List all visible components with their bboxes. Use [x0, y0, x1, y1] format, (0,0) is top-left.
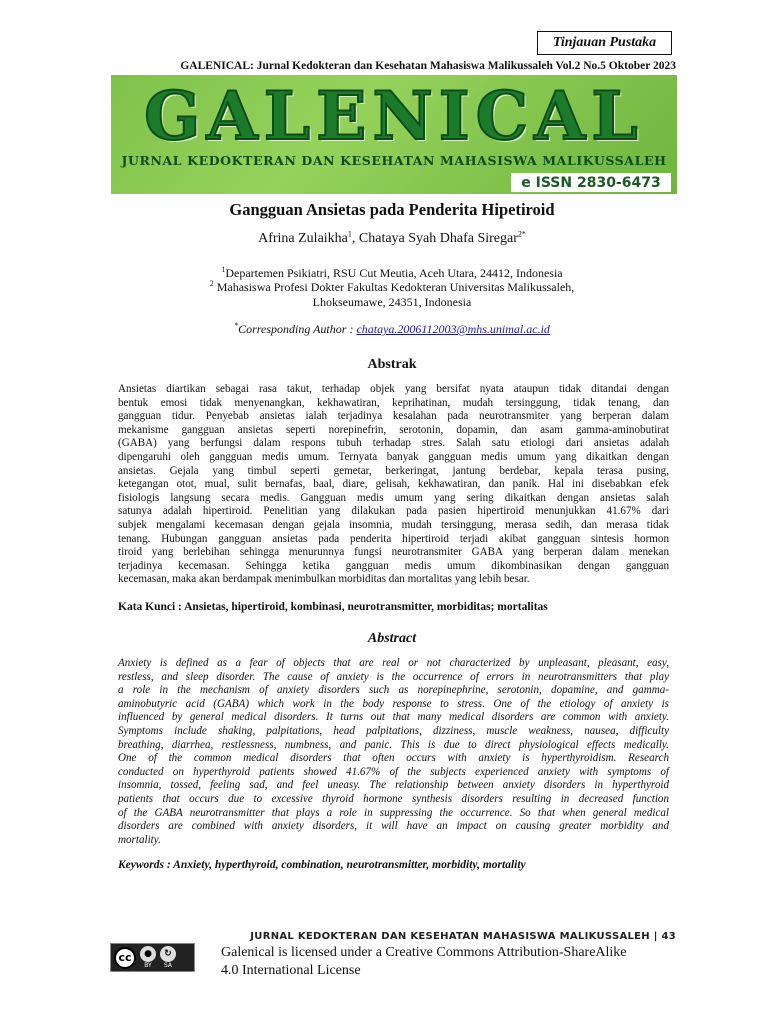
author-line	[0, 231, 768, 247]
paragraph-line: breathing, diarrhea, restlessness, numbness, and panic. This is due to direct physiological effects medically.	[118, 738, 669, 751]
paragraph-line: gangguan tidur. Penyebab ansietas ialah terjadinya kesalahan pada neurotransmiter yang berperan dalam	[118, 410, 669, 423]
person-icon: ●	[140, 946, 156, 962]
affiliation-2	[0, 280, 768, 295]
author-2-sup: 2*	[517, 229, 526, 239]
share-alike-icon: ↻	[160, 946, 176, 962]
issn-label: e ISSN 2830-6473	[511, 173, 671, 192]
journal-citation-line: GALENICAL: Jurnal Kedokteran dan Kesehatan Mahasiswa Malikussaleh Vol.2 No.5 Oktober 2023	[180, 60, 676, 72]
paragraph-line: influenced by general medical disorders. It turns out that many medical disorders are common with anxiety.	[118, 711, 669, 724]
corresponding-author	[0, 322, 768, 337]
license-text	[221, 944, 691, 980]
paragraph-line: a role in the mechanism of anxiety disorders such as norepinephrine, serotonin, dopamine, and gamma-	[118, 684, 669, 697]
paragraph-line: tenang. Hubungan gangguan ansietas pada penderita hipertiroid terjadi akibat gangguan sintesis hormon	[118, 532, 669, 545]
paragraph-line: of the GABA neurotransmitter that plays a role in suppressing the occurrence. So that when general medical	[118, 806, 669, 819]
affiliation-1-text: Departemen Psikiatri, RSU Cut Meutia, Aceh Utara, 24412, Indonesia	[225, 266, 563, 280]
affiliation-2-sup: 2	[209, 279, 214, 288]
by-label: BY	[144, 962, 152, 969]
paragraph-line: kecemasan, maka akan berdampak menimbulkan morbiditas dan mortalitas yang lebih besar.	[118, 573, 530, 586]
paragraph-line: conducted on hyperthyroid patients showed 41.67% of the subjects experienced anxiety with symptoms of	[118, 765, 669, 778]
author-separator: ,	[351, 231, 359, 246]
paragraph-line: fisiologis langsung secara medis. Gangguan medis umum yang sering dikaitkan dengan ansietas salah	[118, 491, 669, 504]
paragraph-line: (GABA) yang berfungsi dalam respons tubuh terhadap stres. Salah satu etiologi dari ansietas adalah	[118, 437, 669, 450]
abstract-heading: Abstract	[367, 631, 417, 646]
paragraph-line: mortality.	[118, 833, 161, 846]
paragraph-line: aminobutyric acid (GABA) which work in the body response to stress. One of the etiology of anxiety is	[118, 697, 669, 710]
sa-label: SA	[163, 962, 173, 969]
author-2: Chataya Syah Dhafa Siregar	[358, 231, 518, 246]
affiliation-2-city: Lhokseumawe, 24351, Indonesia	[312, 295, 472, 309]
paragraph-line: satunya adalah hipertiroid. Penelitian yang dilakukan pada pasien hipertiroid menunjukkan 41.67% dari	[118, 505, 669, 518]
paragraph-line: ansietas. Gejala yang timbul seperti gemetar, berkeringat, jantung berdebar, kepala terasa pusing,	[118, 464, 669, 477]
journal-banner	[111, 75, 677, 194]
paragraph-line: mekanisme gangguan ansietas seperti norepinefrin, serotonin, dopamin, dan asam gamma-aminobutirat	[118, 423, 669, 436]
paragraph-line: tiroid yang berlebihan sehingga menurunnya fungsi neurotransmiter GABA yang berperan dalam menekan	[118, 546, 669, 559]
corr-sup: *	[234, 321, 239, 330]
cc-icon: cc	[114, 947, 136, 969]
footer-journal-page: JURNAL KEDOKTERAN DAN KESEHATAN MAHASISWA MALIKUSSALEH | 43	[250, 931, 676, 942]
license-line-2: 4.0 International License	[221, 963, 361, 978]
banner-subtitle: JURNAL KEDOKTERAN DAN KESEHATAN MAHASISWA MALIKUSSALEH	[121, 153, 667, 168]
abstrak-body	[118, 383, 669, 587]
corr-email-link[interactable]: chataya.2006112003@mhs.unimal.ac.id	[356, 322, 550, 336]
by-group	[140, 946, 156, 969]
affiliation-2-text: Mahasiswa Profesi Dokter Fakultas Kedokteran Universitas Malikussaleh,	[213, 280, 575, 294]
affiliation-1	[0, 266, 768, 281]
paragraph-line: dipengaruhi oleh gangguan medis umum. Ternyata banyak gangguan medis umum yang dikaitkan dengan	[118, 450, 669, 463]
cc-license-badge[interactable]	[110, 943, 195, 972]
affiliation-1-sup: 1	[221, 265, 226, 274]
paragraph-line: Symptoms include shaking, palpitations, head palpitations, dizziness, muscle weakness, nausea, difficulty	[118, 724, 669, 737]
article-type-label: Tinjauan Pustaka	[537, 31, 672, 55]
paragraph-line: patients that occurs due to excessive thyroid hormone synthesis disorders resulting in decreased function	[118, 792, 669, 805]
paragraph-line: restless, and sleep disorder. The cause of anxiety is the occurrence of errors in neurotransmitters that play	[118, 670, 669, 683]
paragraph-line: Anxiety is defined as a fear of objects that are real or not characterized by unpleasant, pleasant, easy,	[118, 657, 669, 669]
paragraph-line: subjek mengalami kecemasan dengan gejala insomnia, mudah tersinggung, merasa sedih, dan merasa tidak	[118, 518, 669, 531]
paragraph-line: One of the common medical disorders that often occurs with anxiety is hyperthyroidism. Research	[118, 752, 669, 765]
article-title: Gangguan Ansietas pada Penderita Hipetiroid	[229, 200, 555, 219]
license-line-1: Galenical is licensed under a Creative Commons Attribution-ShareAlike	[221, 945, 627, 960]
paragraph-line: terjadinya kecemasan. Sehingga ketika gangguan medis umum dikombinasikan dengan gangguan	[118, 559, 669, 572]
kata-kunci: Kata Kunci : Ansietas, hipertiroid, kombinasi, neurotransmitter, morbiditas; mortalitas	[118, 601, 548, 613]
paragraph-line: ketegangan otot, mual, sulit bernafas, baal, diare, gelisah, kekhawatiran, dan panik. Hal ini disebabkan efek	[118, 478, 669, 491]
author-1-sup: 1	[347, 229, 352, 239]
paragraph-line: Ansietas diartikan sebagai rasa takut, terhadap objek yang bersifat nyata ataupun tidak ditandai dengan	[118, 383, 669, 395]
sa-group	[160, 946, 176, 969]
keywords: Keywords : Anxiety, hyperthyroid, combination, neurotransmitter, morbidity, mortality	[118, 859, 526, 871]
paragraph-line: bentuk emosi tidak menyenangkan, kekhawatiran, keprihatinan, mudah tersinggung, tidak tenang, dan	[118, 396, 669, 409]
paragraph-line: disorders are combined with anxiety disorders, it will have an impact on causing greater morbidity and	[118, 820, 669, 833]
abstract-body	[118, 657, 669, 847]
corr-label: Corresponding Author :	[238, 322, 357, 336]
banner-title: GALENICAL	[144, 77, 644, 155]
abstrak-heading: Abstrak	[367, 357, 417, 372]
paragraph-line: insomnia, tossed, feeling sad, and feel uneasy. The relationship between anxiety disorders in hyperthyroid	[118, 779, 669, 792]
author-1: Afrina Zulaikha	[258, 231, 348, 246]
